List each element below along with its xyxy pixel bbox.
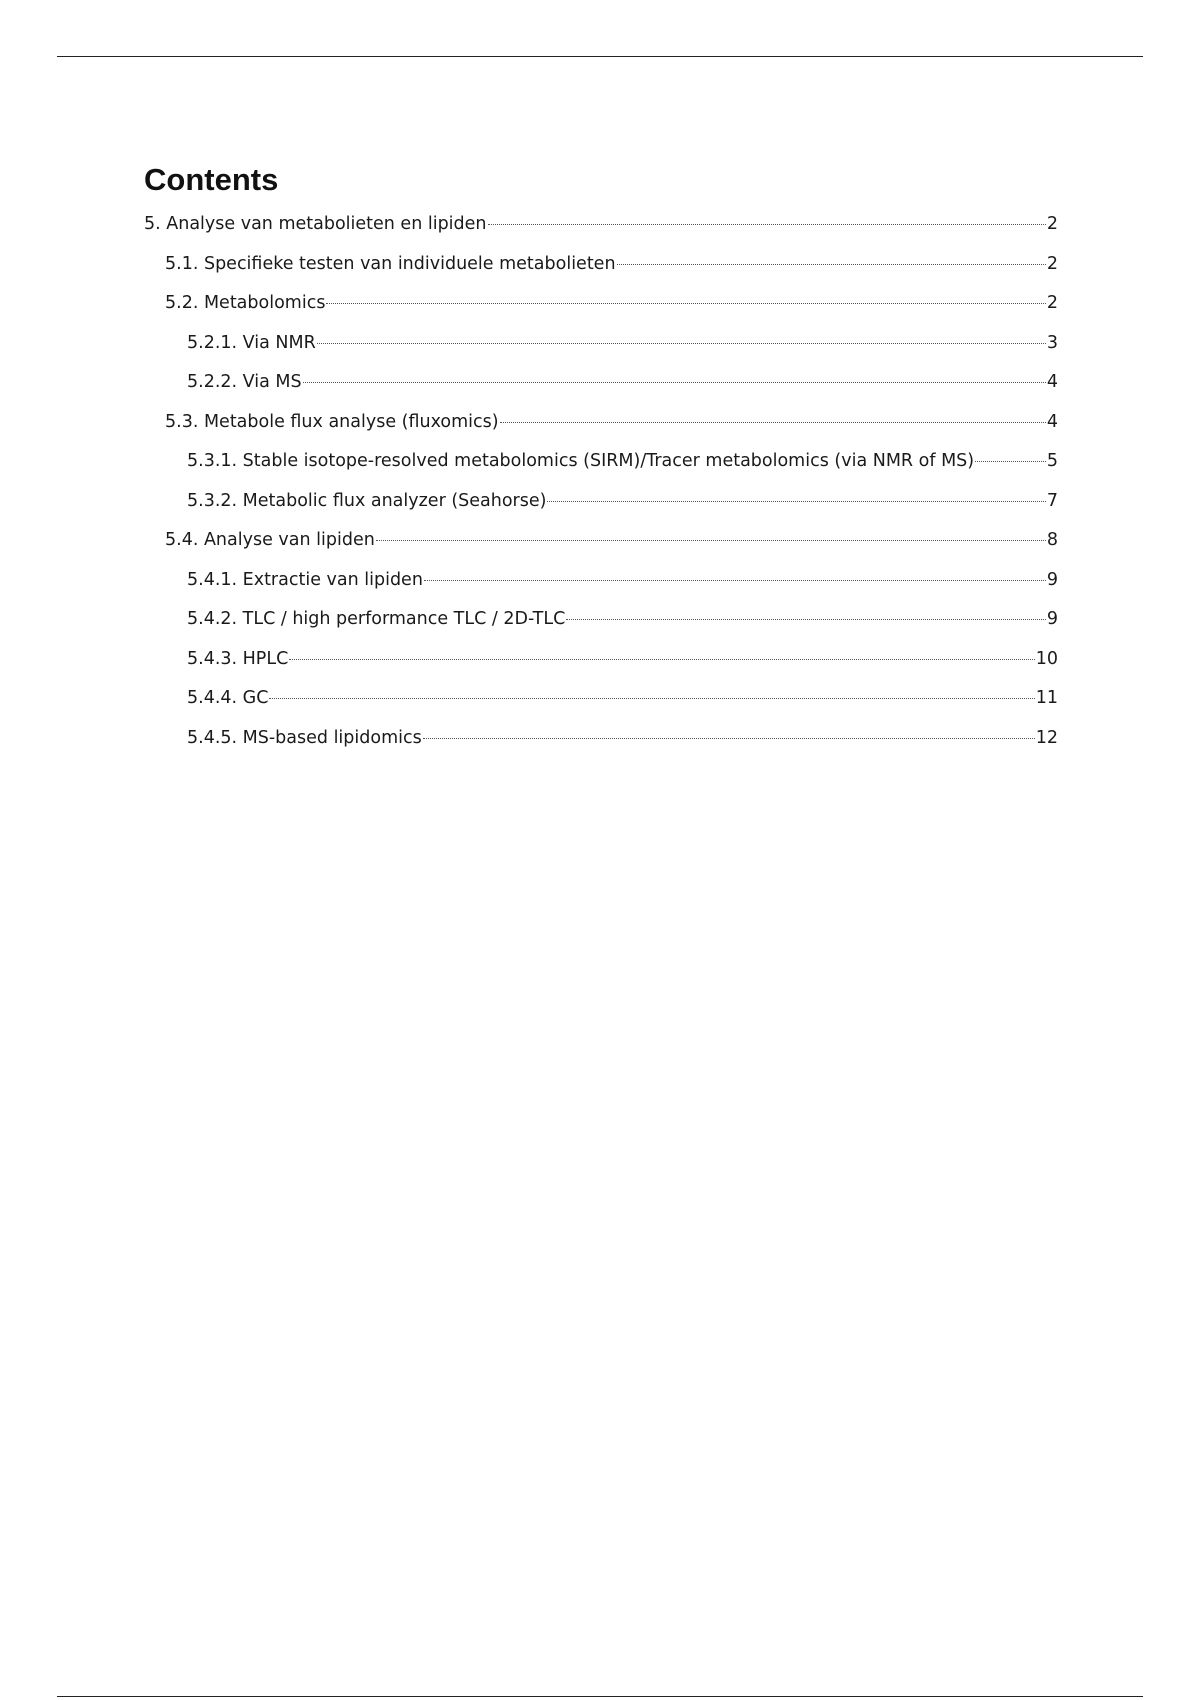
toc-dot-leader — [566, 619, 1046, 620]
toc-entry[interactable] — [144, 688, 1058, 728]
toc-entry[interactable] — [144, 491, 1058, 531]
toc-page-number: 3 — [1046, 332, 1058, 353]
toc-entry[interactable] — [144, 609, 1058, 649]
toc-dot-leader — [424, 580, 1046, 581]
toc-page-number: 9 — [1046, 569, 1058, 590]
toc-entry[interactable] — [144, 214, 1058, 254]
toc-entry[interactable] — [144, 530, 1058, 570]
toc-page-number: 5 — [1046, 451, 1058, 471]
toc-dot-leader — [376, 540, 1046, 541]
toc-entry[interactable] — [144, 412, 1058, 452]
toc-dot-leader — [269, 698, 1034, 699]
toc-entry-text: 5.2.2. Via MS — [187, 372, 302, 392]
toc-entry-text: 5.4. Analyse van lipiden — [165, 530, 375, 550]
toc-entry[interactable] — [144, 649, 1058, 689]
toc-entry[interactable] — [144, 570, 1058, 610]
toc-dot-leader — [303, 382, 1046, 383]
toc-page-number: 7 — [1046, 490, 1058, 511]
toc-entry[interactable] — [144, 451, 1058, 491]
toc-entry-text: 5.1. Specifieke testen van individuele metabolieten — [165, 253, 616, 274]
table-of-contents — [144, 160, 1058, 767]
toc-title: Contents — [144, 162, 279, 197]
header-rule — [57, 56, 1143, 57]
toc-dot-leader — [547, 501, 1045, 502]
toc-dot-leader — [488, 224, 1046, 225]
toc-entry-text: 5.4.2. TLC / high performance TLC / 2D-TLC — [187, 609, 566, 629]
toc-page-number: 2 — [1046, 214, 1058, 234]
footer-rule — [57, 1696, 1143, 1697]
toc-dot-leader — [423, 738, 1035, 739]
toc-entry-text: 5. Analyse van metabolieten en lipiden — [144, 214, 487, 234]
toc-page-number: 9 — [1046, 609, 1058, 629]
toc-entry-text: 5.2. Metabolomics — [165, 293, 326, 313]
toc-entry[interactable] — [144, 372, 1058, 412]
toc-page-number: 8 — [1046, 530, 1058, 550]
toc-entry-text: 5.4.4. GC — [187, 688, 269, 708]
toc-entry[interactable] — [144, 333, 1058, 373]
toc-dot-leader — [317, 343, 1046, 344]
toc-entry-text: 5.3.2. Metabolic flux analyzer (Seahorse) — [187, 490, 547, 511]
toc-entry-text: 5.3.1. Stable isotope-resolved metabolomics (SIRM)/Tracer metabolomics (via NMR of MS) — [187, 451, 975, 471]
toc-entry-text: 5.4.1. Extractie van lipiden — [187, 569, 423, 590]
toc-page-number: 12 — [1035, 727, 1058, 748]
toc-page-number: 10 — [1035, 648, 1058, 669]
toc-entry[interactable] — [144, 293, 1058, 333]
toc-page-number: 2 — [1046, 253, 1058, 274]
toc-entry[interactable] — [144, 728, 1058, 768]
toc-dot-leader — [975, 461, 1046, 462]
toc-page-number: 4 — [1046, 372, 1058, 392]
toc-page-number: 4 — [1046, 411, 1058, 432]
toc-entry-text: 5.4.3. HPLC — [187, 648, 289, 669]
toc-entry-text: 5.4.5. MS-based lipidomics — [187, 727, 422, 748]
toc-dot-leader — [500, 422, 1046, 423]
toc-page-number: 11 — [1035, 688, 1058, 708]
toc-list — [144, 214, 1058, 767]
toc-dot-leader — [289, 659, 1034, 660]
toc-entry-text: 5.2.1. Via NMR — [187, 332, 316, 353]
toc-page-number: 2 — [1046, 293, 1058, 313]
toc-dot-leader — [326, 303, 1045, 304]
toc-dot-leader — [617, 264, 1046, 265]
toc-entry-text: 5.3. Metabole flux analyse (fluxomics) — [165, 411, 499, 432]
toc-entry[interactable] — [144, 254, 1058, 294]
